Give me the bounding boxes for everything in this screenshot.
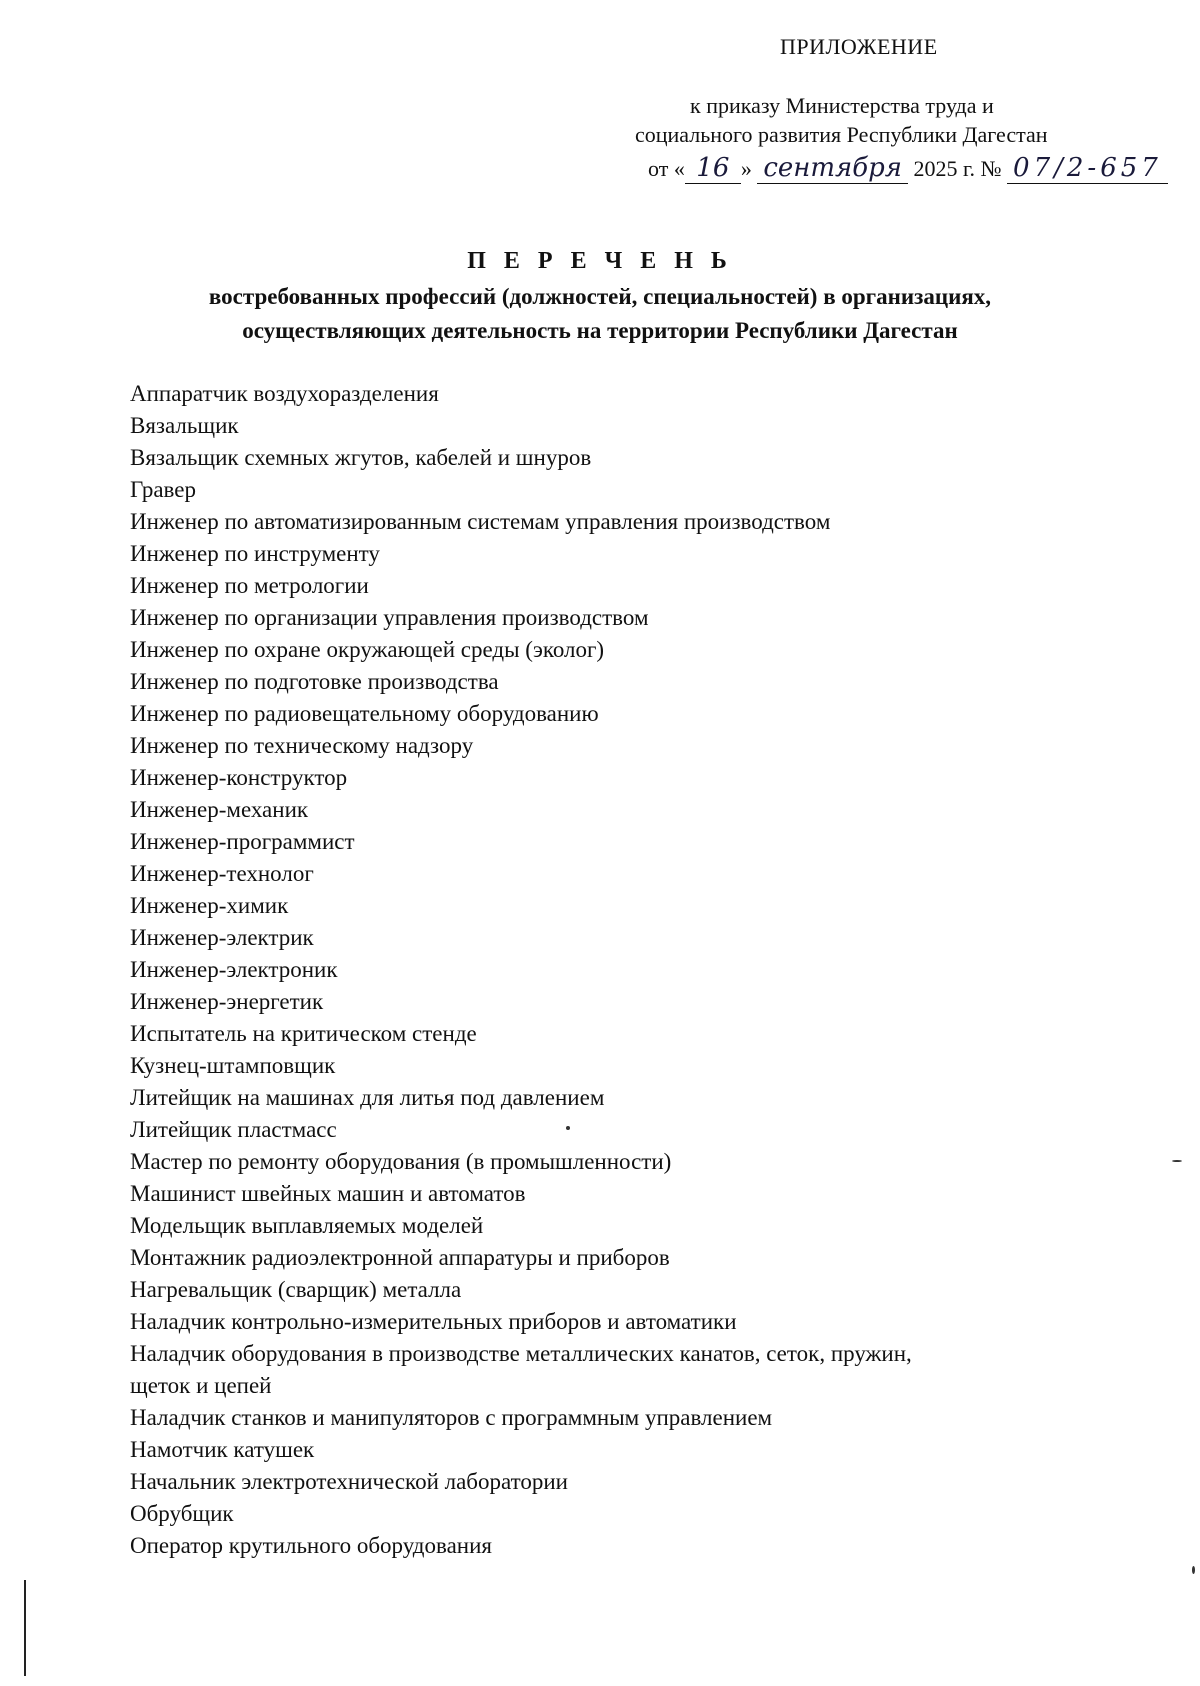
profession-item: Наладчик оборудования в производстве металлических канатов, сеток, пружин, (130, 1341, 912, 1366)
profession-item: Инженер-химик (130, 893, 289, 918)
profession-item: щеток и цепей (130, 1373, 272, 1398)
appendix-date-line (648, 153, 1168, 184)
date-prefix: от « (648, 156, 685, 181)
profession-item: Вязальщик (130, 413, 239, 438)
profession-item: Инженер-механик (130, 797, 309, 822)
profession-item: Инженер по подготовке производства (130, 669, 499, 694)
profession-item: Инженер по организации управления производством (130, 605, 649, 630)
appendix-title: ПРИЛОЖЕНИЕ (780, 34, 938, 59)
page-subtitle-line-2: осуществляющих деятельность на территории Республики Дагестан (242, 318, 958, 343)
profession-item: Нагревальщик (сварщик) металла (130, 1277, 462, 1302)
appendix-order-line-2: социального развития Республики Дагестан (635, 122, 1048, 147)
scan-speck (1172, 1160, 1182, 1162)
profession-item: Кузнец-штамповщик (130, 1053, 336, 1078)
profession-item: Наладчик контрольно-измерительных приборов и автоматики (130, 1309, 737, 1334)
date-mid: » (740, 156, 752, 181)
profession-item: Инженер по охране окружающей среды (эколог) (130, 637, 605, 662)
profession-item: Литейщик пластмасс (130, 1117, 337, 1142)
profession-item: Инженер-технолог (130, 861, 314, 886)
handwritten-order-number: 07/2-657 (1007, 153, 1168, 184)
profession-item: Инженер-электроник (130, 957, 338, 982)
page-subtitle-line-1: востребованных профессий (должностей, специальностей) в организациях, (208, 284, 992, 309)
profession-item: Вязальщик схемных жгутов, кабелей и шнуров (130, 445, 592, 470)
profession-item: Монтажник радиоэлектронной аппаратуры и приборов (130, 1245, 670, 1270)
profession-item: Обрубщик (130, 1501, 234, 1526)
profession-item: Машинист швейных машин и автоматов (130, 1181, 526, 1206)
appendix-order-line-1: к приказу Министерства труда и (690, 93, 994, 118)
profession-item: Инженер по инструменту (130, 541, 380, 566)
scan-speck (1192, 1566, 1195, 1574)
profession-item: Инженер-программист (130, 829, 355, 854)
scan-speck (566, 1126, 570, 1130)
profession-item: Инженер по техническому надзору (130, 733, 474, 758)
handwritten-month: сентября (757, 153, 908, 184)
profession-item: Мастер по ремонту оборудования (в промышленности) (130, 1149, 672, 1174)
profession-item: Аппаратчик воздухоразделения (130, 381, 439, 406)
profession-item: Начальник электротехнической лаборатории (130, 1469, 568, 1494)
profession-item: Наладчик станков и манипуляторов с программным управлением (130, 1405, 773, 1430)
profession-item: Гравер (130, 477, 196, 502)
profession-item: Инженер-энергетик (130, 989, 324, 1014)
page-title: П Е Р Е Ч Е Н Ь (467, 248, 733, 274)
profession-item: Испытатель на критическом стенде (130, 1021, 477, 1046)
profession-item: Инженер по радиовещательному оборудованию (130, 701, 599, 726)
profession-item: Инженер-конструктор (130, 765, 348, 790)
profession-item: Инженер по метрологии (130, 573, 369, 598)
profession-list (130, 378, 1130, 1562)
profession-item: Оператор крутильного оборудования (130, 1533, 492, 1558)
handwritten-day: 16 (685, 153, 741, 184)
date-year: 2025 г. № (913, 156, 1002, 181)
profession-item: Намотчик катушек (130, 1437, 315, 1462)
profession-item: Инженер по автоматизированным системам управления производством (130, 509, 831, 534)
profession-item: Инженер-электрик (130, 925, 314, 950)
list-title-block (60, 248, 1140, 348)
profession-item: Литейщик на машинах для литья под давлением (130, 1085, 605, 1110)
scan-edge-mark (24, 1580, 26, 1676)
profession-item: Модельщик выплавляемых моделей (130, 1213, 484, 1238)
